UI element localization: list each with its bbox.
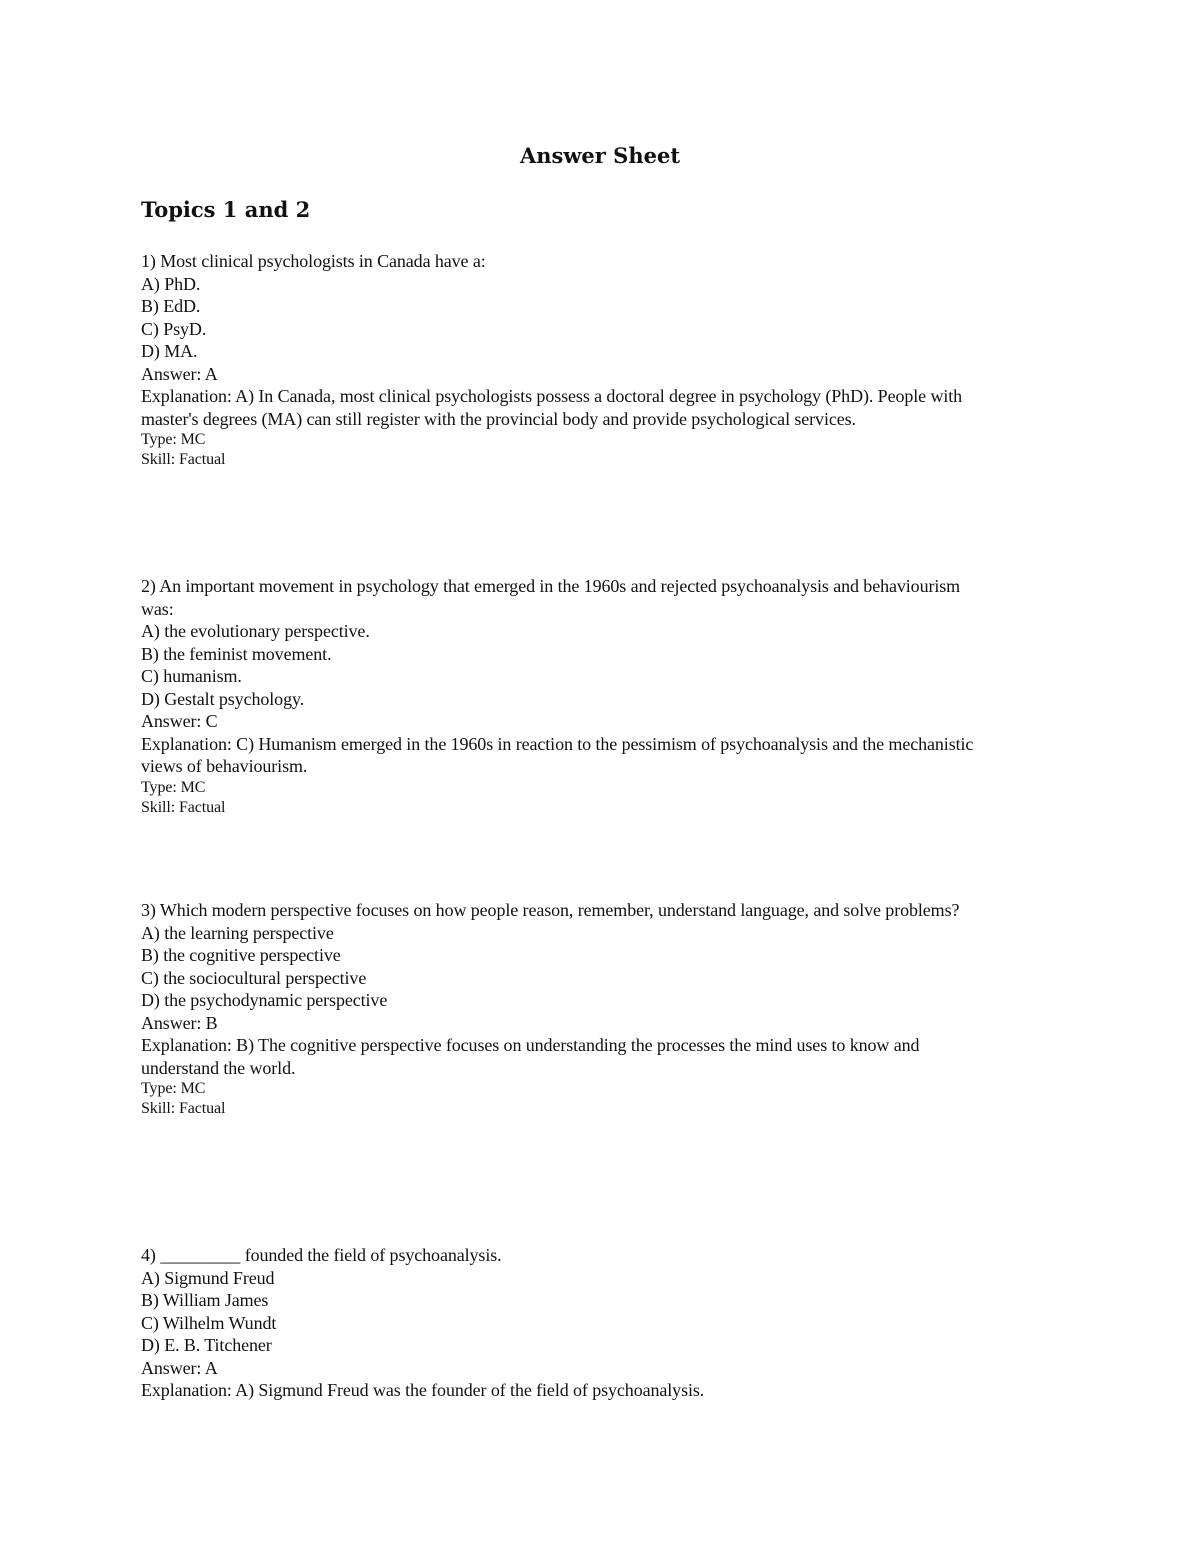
question-block xyxy=(141,250,991,470)
question-block xyxy=(141,899,991,1119)
option-c: C) PsyD. xyxy=(141,318,207,339)
type-line: Type: MC xyxy=(141,1080,206,1097)
option-d: D) the psychodynamic perspective xyxy=(141,990,388,1010)
skill-line: Skill: Factual xyxy=(141,1100,226,1117)
explanation-text: Explanation: A) In Canada, most clinical psychologists possess a doctoral degree in psychology (PhD). People with master's degrees (MA) can still register with the provincial body and provide psychological services. xyxy=(141,386,963,429)
answer-line: Answer: B xyxy=(141,1012,218,1033)
question-block xyxy=(141,575,991,818)
option-c: C) the sociocultural perspective xyxy=(141,967,367,988)
option-c: C) humanism. xyxy=(141,666,242,686)
question-stem: 2) An important movement in psychology that emerged in the 1960s and rejected psychoanalysis and behaviourism was: xyxy=(141,576,961,619)
question-stem: 4) _________ founded the field of psychoanalysis. xyxy=(141,1245,502,1265)
question-block xyxy=(141,1244,991,1402)
option-a: A) Sigmund Freud xyxy=(141,1267,275,1288)
type-line: Type: MC xyxy=(141,778,206,796)
question-stem: 3) Which modern perspective focuses on how people reason, remember, understand language, and solve problems? xyxy=(141,900,960,920)
option-d: D) Gestalt psychology. xyxy=(141,688,305,709)
option-b: B) EdD. xyxy=(141,296,201,316)
answer-line: Answer: C xyxy=(141,711,218,731)
type-line: Type: MC xyxy=(141,431,206,448)
page-title: Answer Sheet xyxy=(519,143,681,168)
answer-line: Answer: A xyxy=(141,1357,218,1378)
option-a: A) the learning perspective xyxy=(141,922,334,943)
explanation-text: Explanation: B) The cognitive perspective focuses on understanding the processes the mind uses to know and understand the world. xyxy=(141,1035,920,1078)
skill-line: Skill: Factual xyxy=(141,451,226,468)
question-stem: 1) Most clinical psychologists in Canada have a: xyxy=(141,251,486,271)
section-heading: Topics 1 and 2 xyxy=(141,197,311,222)
explanation-text: Explanation: C) Humanism emerged in the 1960s in reaction to the pessimism of psychoanalysis and the mechanistic views of behaviourism. xyxy=(141,733,974,776)
option-b: B) the feminist movement. xyxy=(141,643,332,664)
option-d: D) MA. xyxy=(141,341,198,361)
option-a: A) the evolutionary perspective. xyxy=(141,621,370,641)
answer-line: Answer: A xyxy=(141,363,218,384)
option-b: B) William James xyxy=(141,1290,269,1310)
option-c: C) Wilhelm Wundt xyxy=(141,1312,277,1333)
option-b: B) the cognitive perspective xyxy=(141,945,341,965)
option-a: A) PhD. xyxy=(141,273,201,294)
option-d: D) E. B. Titchener xyxy=(141,1335,272,1355)
skill-line: Skill: Factual xyxy=(141,798,226,816)
explanation-text: Explanation: A) Sigmund Freud was the founder of the field of psychoanalysis. xyxy=(141,1380,705,1400)
